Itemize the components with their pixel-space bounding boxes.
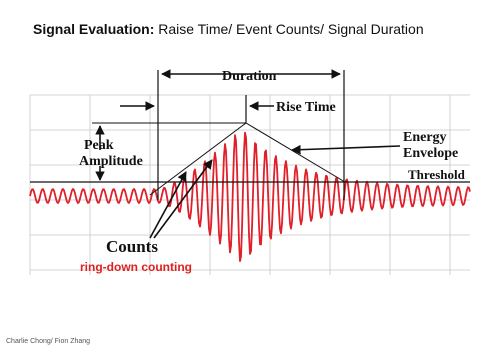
slide-title-rest: Raise Time/ Event Counts/ Signal Duration bbox=[154, 21, 424, 37]
duration-label: Duration bbox=[222, 69, 277, 84]
peak-amplitude-label-line2: Amplitude bbox=[79, 154, 143, 169]
energy-envelope-label-line2: Envelope bbox=[403, 146, 459, 161]
footer-credit: Charlie Chong/ Fion Zhang bbox=[6, 338, 91, 345]
threshold-label: Threshold bbox=[408, 167, 465, 182]
energy-envelope-arrow bbox=[292, 146, 400, 150]
rise-time-label: Rise Time bbox=[276, 100, 336, 115]
slide-title-bold: Signal Evaluation: bbox=[33, 21, 155, 37]
ring-down-label: ring-down counting bbox=[80, 260, 192, 274]
energy-envelope-label-line1: Energy bbox=[403, 130, 447, 145]
peak-amplitude-label-line1: Peak bbox=[84, 138, 114, 153]
counts-label: Counts bbox=[106, 237, 158, 256]
counts-arrow-2 bbox=[154, 160, 212, 238]
